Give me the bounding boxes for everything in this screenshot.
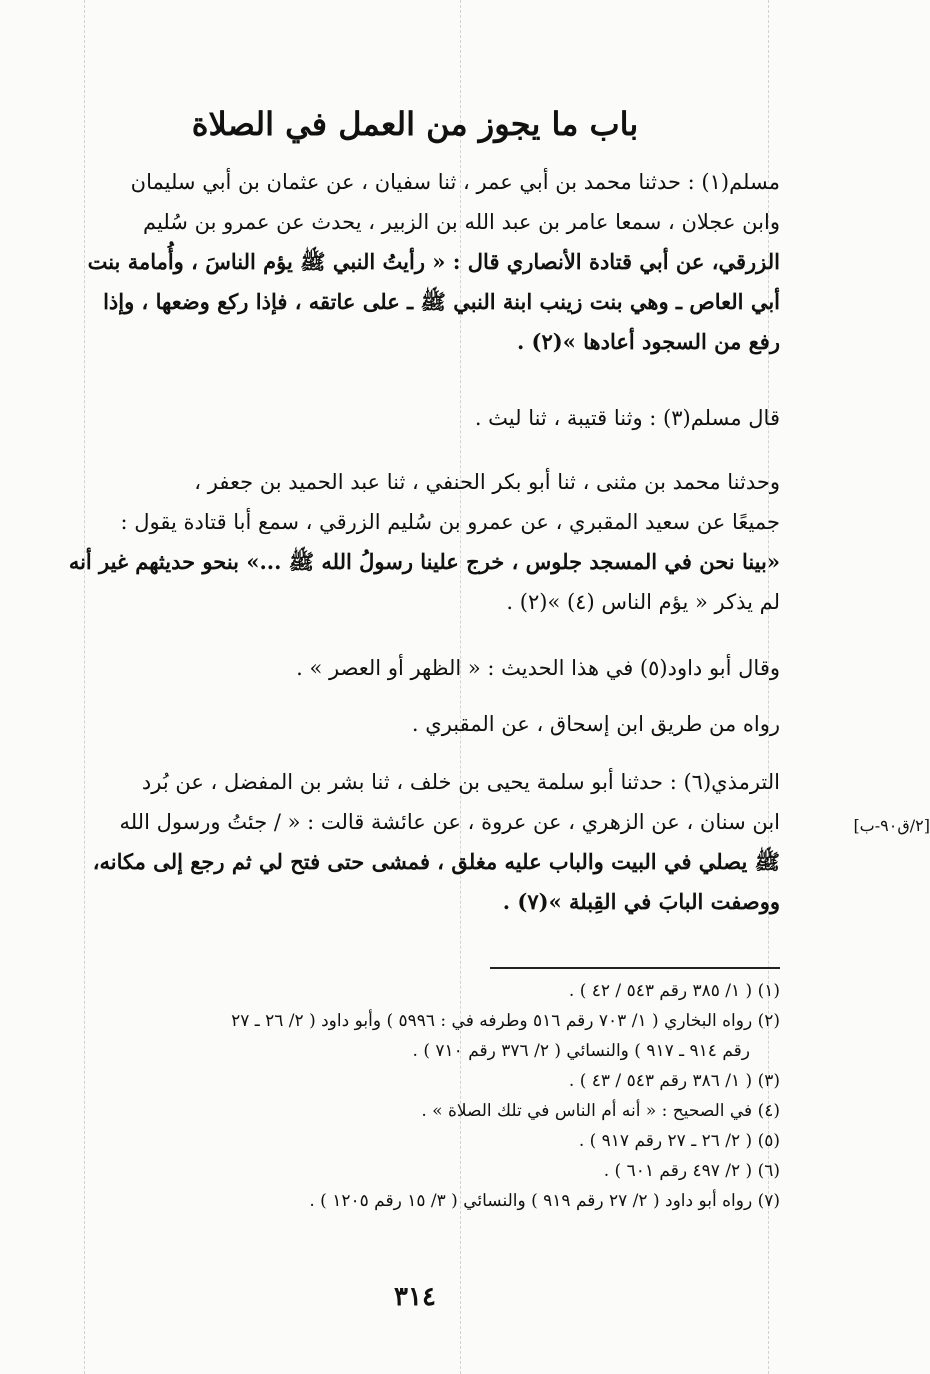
- footnote-line: (٥) ( ٢/ ٢٦ ـ ٢٧ رقم ٩١٧ ) .: [578, 1131, 780, 1151]
- text-line: لم يذكر « يؤم الناس (٤) »(٢) .: [506, 590, 780, 614]
- footnote-line: رقم ٩١٤ ـ ٩١٧ ) والنسائي ( ٢/ ٣٧٦ رقم ٧١٠ ) .: [412, 1041, 750, 1061]
- text-line: وابن عجلان ، سمعا عامر بن عبد الله بن الزبير ، يحدث عن عمرو بن سُليم: [143, 210, 780, 234]
- footnote-line: (٣) ( ١/ ٣٨٦ رقم ٥٤٣ / ٤٣ ) .: [568, 1071, 780, 1091]
- footnote-line: (٢) رواه البخاري ( ١/ ٧٠٣ رقم ٥١٦ وطرفه في : ٥٩٩٦ ) وأبو داود ( ٢/ ٢٦ ـ ٢٧: [231, 1011, 780, 1031]
- chapter-heading: باب ما يجوز من العمل في الصلاة: [191, 105, 639, 143]
- text-line: أبي العاص ـ وهي بنت زينب ابنة النبي ﷺ ـ على عاتقه ، فإذا ركع وضعها ، وإذا: [103, 289, 780, 314]
- manuscript-folio-note: [٢/ق٩٠-ب]: [853, 816, 930, 835]
- text-line: ﷺ يصلي في البيت والباب عليه مغلق ، فمشى حتى فتح لي ثم رجع إلى مكانه،: [92, 849, 780, 874]
- footnote-line: (٧) رواه أبو داود ( ٢/ ٢٧ رقم ٩١٩ ) والنسائي ( ٣/ ١٥ رقم ١٢٠٥ ) .: [309, 1191, 780, 1211]
- text-line: وقال أبو داود(٥) في هذا الحديث : « الظهر أو العصر » .: [296, 656, 780, 680]
- footnote-separator: [490, 967, 780, 969]
- paragraph-ibn-muthanna: [45, 462, 780, 622]
- footnote-line: (٤) في الصحيح : « أنه أم الناس في تلك الصلاة » .: [421, 1101, 780, 1121]
- text-line: «بينا نحن في المسجد جلوس ، خرج علينا رسولُ الله ﷺ ...» بنحو حديثهم غير أنه: [68, 549, 780, 574]
- paragraph-abu-dawud: [45, 648, 780, 688]
- footnote-line: (٦) ( ٢/ ٤٩٧ رقم ٦٠١ ) .: [603, 1161, 780, 1181]
- text-line: مسلم(١) : حدثنا محمد بن أبي عمر ، ثنا سفيان ، عن عثمان بن أبي سليمان: [130, 170, 780, 194]
- text-line: الترمذي(٦) : حدثنا أبو سلمة يحيى بن خلف ، ثنا بشر بن المفضل ، عن بُرد: [141, 770, 780, 794]
- footnote-line: (١) ( ١/ ٣٨٥ رقم ٥٤٣ / ٤٢ ) .: [568, 981, 780, 1001]
- paragraph-ibn-ishaq: [45, 704, 780, 744]
- text-line: رواه من طريق ابن إسحاق ، عن المقبري .: [411, 712, 780, 736]
- paragraph-qutayba: [45, 398, 780, 438]
- text-line: رفع من السجود أعادها »(٢) .: [516, 329, 780, 354]
- page-number: ٣١٤: [394, 1282, 436, 1312]
- text-line: ابن سنان ، عن الزهري ، عن عروة ، عن عائشة قالت : « / جئتُ ورسول الله: [119, 810, 780, 834]
- text-line: ووصفت البابَ في القِبلة »(٧) .: [502, 889, 780, 914]
- paragraph-muslim-hadith: [45, 162, 780, 362]
- footnotes: [35, 976, 780, 1216]
- text-line: قال مسلم(٣) : وثنا قتيبة ، ثنا ليث .: [474, 406, 780, 430]
- text-line: وحدثنا محمد بن مثنى ، ثنا أبو بكر الحنفي ، ثنا عبد الحميد بن جعفر ،: [194, 470, 780, 494]
- text-line: الزرقي، عن أبي قتادة الأنصاري قال : « رأيتُ النبي ﷺ يؤم الناسَ ، وأُمامة بنت: [87, 249, 780, 274]
- text-line: جميعًا عن سعيد المقبري ، عن عمرو بن سُليم الزرقي ، سمع أبا قتادة يقول :: [120, 510, 780, 534]
- paragraph-tirmidhi: [45, 762, 780, 922]
